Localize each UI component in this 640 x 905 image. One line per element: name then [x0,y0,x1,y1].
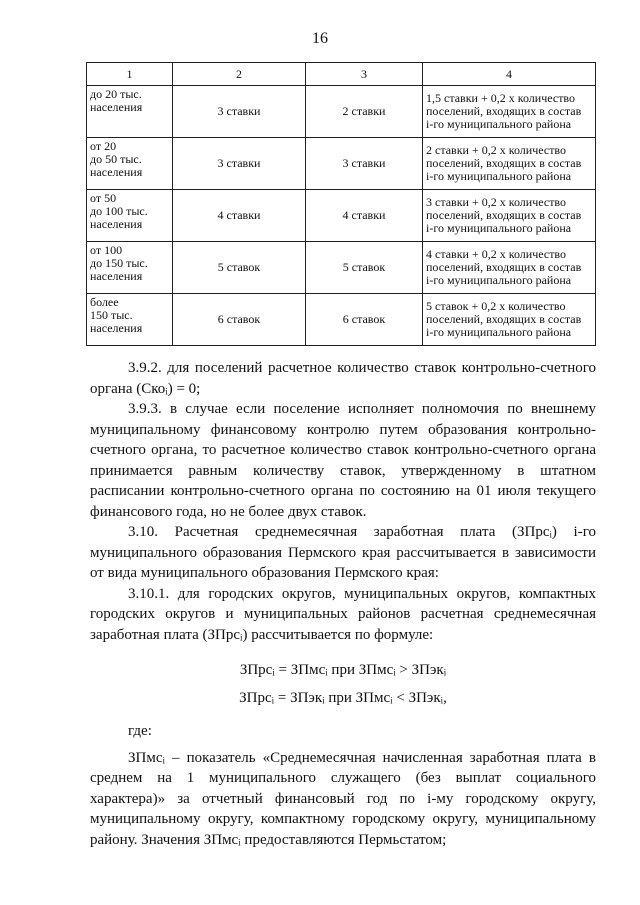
paragraph-3-9-3: 3.9.3. в случае если поселение исполняет полномочия по внешнему муниципальному финансовому контролю путем образования контрольно-счетного органа, то расчетное количество ставок контрольно-счетного органа принимается равным количеству ставок, утвержденному в штатном расписании контрольно-счетного органа по состоянию на 01 июля текущего финансового года, но не более двух ставок. [90,401,596,520]
table-row [87,294,596,346]
rates-col3-cell: 2 ставки [306,86,423,138]
rates-col2-cell: 5 ставок [173,242,306,294]
rates-formula-cell [423,86,596,138]
formula-line: поселений, входящих в состав [426,260,582,274]
paragraph-3-10: 3.10. Расчетная среднемесячная заработная плата (ЗПрсᵢ) i-го муниципального образования Пермского края рассчитывается в зависимости от вида муниципального образования Пермского края: [90,524,596,581]
table-header-cell: 1 [87,63,173,86]
formula-line: 2 ставки + 0,2 х количество [426,143,567,157]
rates-col3-cell: 6 ставок [306,294,423,346]
formula-line: i-го муниципального района [426,221,572,235]
paragraph-3-9-2: 3.9.2. для поселений расчетное количество ставок контрольно-счетного органа (Скоᵢ) = 0; [90,360,596,397]
population-line: населения [90,100,143,114]
population-cell [87,294,173,346]
formula-line: 1,5 ставки + 0,2 х количество [426,91,576,105]
rates-formula-cell [423,138,596,190]
formula-line: 4 ставки + 0,2 х количество [426,247,567,261]
page-number: 16 [312,30,328,47]
formula-line: поселений, входящих в состав [426,156,582,170]
table-header-cell: 3 [306,63,423,86]
formula-line: i-го муниципального района [426,273,572,287]
formula-line: поселений, входящих в состав [426,208,582,222]
population-line: от 100 [90,243,123,257]
table-row [87,242,596,294]
formula-line-2: ЗПрсᵢ = ЗПэкᵢ при ЗПмсᵢ < ЗПэкᵢ, [239,690,447,706]
where-label: где: [128,723,152,739]
rates-col2-cell: 4 ставки [173,190,306,242]
table-header-row [87,63,596,86]
population-cell [87,242,173,294]
formula-line: 5 ставок + 0,2 х количество [426,299,566,313]
rates-col2-cell: 3 ставки [173,86,306,138]
document-body [90,358,596,850]
definition-paragraph: ЗПмсᵢ – показатель «Среднемесячная начисленная заработная плата в среднем на 1 муниципального служащего (без выплат социального характера)» за отчетный финансовый год по i-му городскому округу, муниципальному округу, компактному городскому округу, муниципальному району. Значения ЗПмсᵢ предоставляются Пермьстатом; [90,749,596,848]
rates-col2-cell: 3 ставки [173,138,306,190]
rates-col3-cell: 3 ставки [306,138,423,190]
rates-col3-cell: 5 ставок [306,242,423,294]
population-line: до 150 тыс. [90,256,148,270]
population-line: населения [90,321,143,335]
formula-line: i-го муниципального района [426,325,572,339]
population-line: до 50 тыс. [90,152,142,166]
population-line: до 20 тыс. [90,87,142,101]
population-line: от 50 [90,191,117,205]
population-line: населения [90,269,143,283]
population-line: населения [90,165,143,179]
rates-formula-cell [423,242,596,294]
formula-line: i-го муниципального района [426,117,572,131]
population-line: более [90,295,119,309]
population-cell [87,190,173,242]
rates-formula-cell [423,294,596,346]
population-cell [87,86,173,138]
formula-line: поселений, входящих в состав [426,312,582,326]
population-line: от 20 [90,139,117,153]
rates-col2-cell: 6 ставок [173,294,306,346]
formula-line: поселений, входящих в состав [426,104,582,118]
population-line: до 100 тыс. [90,204,148,218]
table-row [87,138,596,190]
paragraph-3-10-1: 3.10.1. для городских округов, муниципальных округов, компактных городских округов и муниципальных районов расчетная среднемесячная заработная плата (ЗПрсᵢ) рассчитывается по формуле: [90,585,596,643]
table-header-cell: 4 [423,63,596,86]
table-row [87,190,596,242]
table-row [87,86,596,138]
population-cell [87,138,173,190]
population-line: 150 тыс. [90,308,133,322]
staff-rates-table [86,62,596,346]
formula-line: 3 ставки + 0,2 х количество [426,195,567,209]
table-header-cell: 2 [173,63,306,86]
rates-formula-cell [423,190,596,242]
population-line: населения [90,217,143,231]
formula-line: i-го муниципального района [426,169,572,183]
rates-col3-cell: 4 ставки [306,190,423,242]
formula-line-1: ЗПрсᵢ = ЗПмсᵢ при ЗПмсᵢ > ЗПэкᵢ [239,662,447,678]
